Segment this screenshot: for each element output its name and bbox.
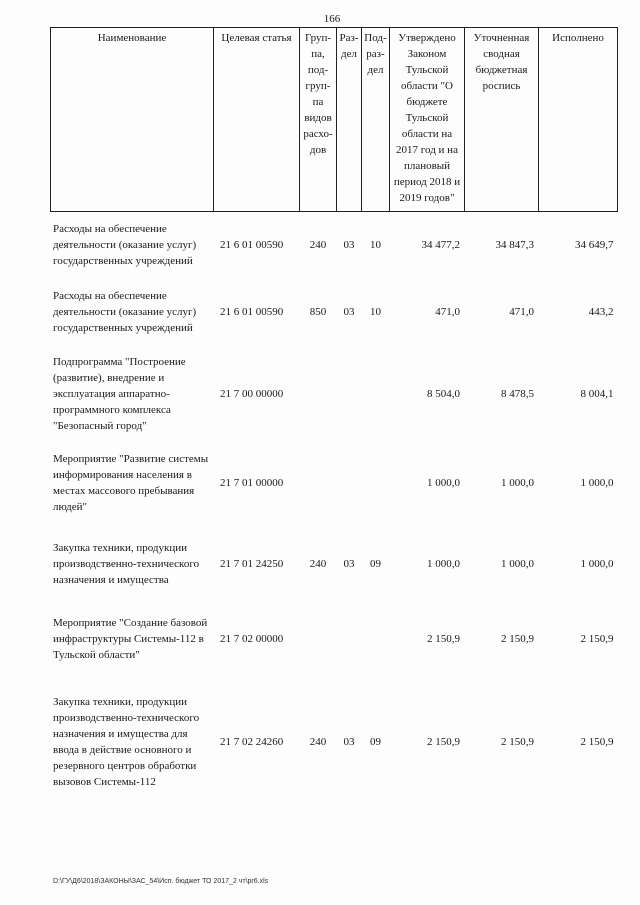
row-group: 850 — [309, 305, 327, 318]
header-row — [51, 28, 618, 212]
header-group: Груп-па, под-груп-па видов расхо-дов — [300, 28, 337, 212]
row-group — [300, 443, 337, 524]
row-code: 21 6 01 00590 — [220, 238, 284, 251]
row-name: Расходы на обеспечение деятельности (оказание услуг) государственных учреждений — [53, 289, 197, 334]
row-name: Расходы на обеспечение деятельности (оказание услуг) государственных учреждений — [53, 222, 197, 267]
table-row — [51, 443, 618, 524]
header-section: Раз-дел — [337, 28, 362, 212]
row-refined: 1 000,0 — [501, 557, 534, 570]
row-code: 21 7 02 00000 — [220, 633, 284, 645]
header-target: Целевая статья — [214, 28, 300, 212]
row-refined: 34 847,3 — [495, 238, 534, 251]
row-refined: 8 478,5 — [501, 388, 534, 400]
row-code: 21 6 01 00590 — [220, 305, 284, 318]
row-code: 21 7 01 00000 — [220, 477, 284, 489]
row-approved: 2 150,9 — [427, 633, 460, 645]
row-approved: 1 000,0 — [427, 557, 460, 570]
row-subsection — [362, 346, 390, 443]
row-name: Подпрограмма "Построение (развитие), внедрение и эксплуатация аппаратно-программного комплекса "Безопасный город" — [53, 356, 186, 432]
row-subsection: 09 — [370, 557, 381, 570]
row-group: 240 — [309, 557, 327, 570]
row-section — [337, 604, 362, 675]
row-approved: 8 504,0 — [427, 388, 460, 400]
row-approved: 34 477,2 — [421, 238, 460, 251]
table-row — [51, 212, 618, 278]
row-code: 21 7 01 24250 — [220, 557, 284, 570]
row-subsection: 09 — [370, 735, 381, 748]
row-executed: 2 150,9 — [580, 633, 614, 645]
row-executed: 8 004,1 — [580, 388, 614, 400]
row-executed: 443,2 — [588, 305, 614, 318]
page-number: 166 — [323, 13, 341, 25]
row-code: 21 7 02 24260 — [220, 735, 284, 748]
row-group: 240 — [309, 238, 327, 251]
row-code: 21 7 00 00000 — [220, 388, 284, 400]
row-refined: 2 150,9 — [501, 633, 534, 645]
table-row — [51, 346, 618, 443]
table-row — [51, 604, 618, 675]
row-name: Мероприятие "Создание базовой инфраструктуры Системы-112 в Тульской области" — [53, 617, 208, 661]
row-section: 03 — [343, 557, 355, 570]
header-approved: Утверждено Законом Тульской области "О бюджете Тульской области на 2017 год и на плановый период 2018 и 2019 годов" — [390, 28, 465, 212]
row-subsection — [362, 604, 390, 675]
row-group — [300, 604, 337, 675]
row-executed: 1 000,0 — [580, 557, 614, 570]
header-subsection: Под-раз-дел — [362, 28, 390, 212]
row-approved: 471,0 — [435, 305, 460, 318]
row-section — [337, 443, 362, 524]
row-approved: 1 000,0 — [427, 477, 460, 489]
table-row — [51, 278, 618, 346]
table-row — [51, 675, 618, 809]
row-group — [300, 346, 337, 443]
file-path-footer: D:\ГУ\Д6\2018\ЗАКОНЫ\ЗАС_54\Исп. бюджет ТО 2017_2 чт\pr6.xls — [53, 878, 269, 885]
row-section: 03 — [343, 305, 355, 318]
header-refined: Уточненная сводная бюджетная роспись — [465, 28, 539, 212]
row-approved: 2 150,9 — [427, 735, 460, 748]
row-refined: 471,0 — [509, 305, 534, 318]
row-executed: 2 150,9 — [580, 735, 614, 748]
row-name: Мероприятие "Развитие системы информирования населения в местах массового пребывания людей" — [53, 453, 209, 513]
header-name: Наименование — [51, 28, 214, 212]
row-refined: 2 150,9 — [501, 735, 534, 748]
row-section: 03 — [343, 735, 355, 748]
budget-table — [50, 27, 618, 809]
row-subsection: 10 — [370, 305, 381, 318]
header-executed: Исполнено — [539, 28, 618, 212]
row-executed: 1 000,0 — [580, 477, 614, 489]
row-section: 03 — [343, 238, 355, 251]
table-row — [51, 524, 618, 604]
row-section — [337, 346, 362, 443]
row-name: Закупка техники, продукции производственно-технического назначения и имущества для ввода в действие основного и резервного центров обработки вызовов Системы-112 — [53, 695, 200, 788]
row-executed: 34 649,7 — [575, 238, 614, 251]
row-name: Закупка техники, продукции производственно-технического назначения и имущества — [53, 541, 200, 586]
row-refined: 1 000,0 — [501, 477, 534, 489]
row-subsection: 10 — [370, 238, 381, 251]
row-group: 240 — [309, 735, 327, 748]
row-subsection — [362, 443, 390, 524]
